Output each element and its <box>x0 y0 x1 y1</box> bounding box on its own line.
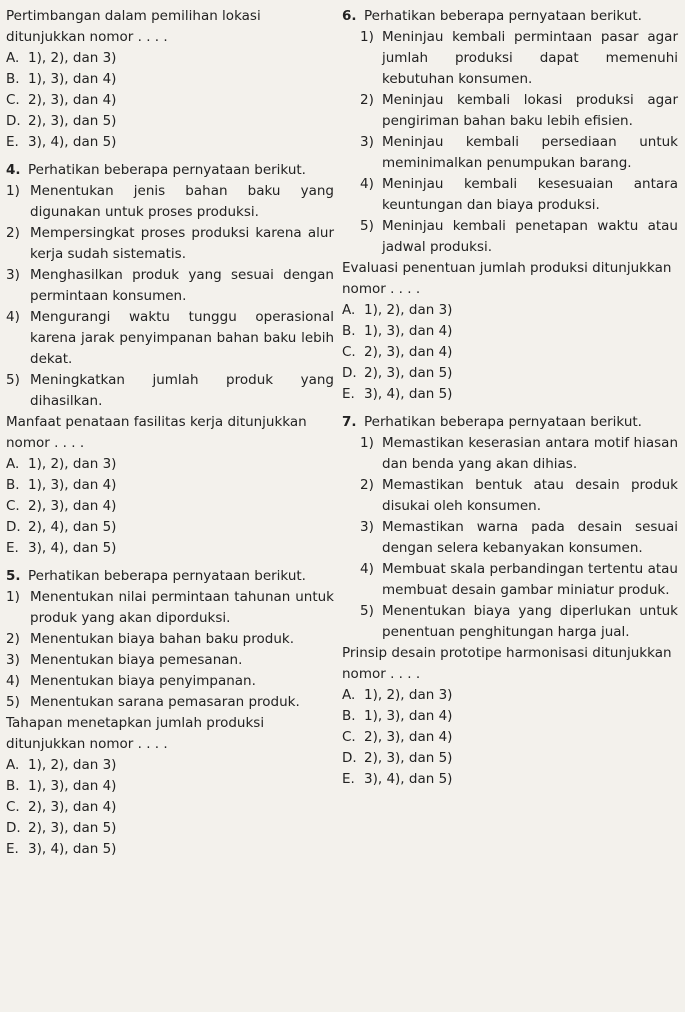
option-a[interactable]: A. 1), 2), dan 3) <box>342 687 453 703</box>
option-a[interactable]: A. 1), 2), dan 3) <box>6 456 117 472</box>
question-5-text: Tahapan menetapkan jumlah produksi ditunjukkan nomor . . . . <box>6 715 265 752</box>
statement-4: 4) Mengurangi waktu tunggu operasional karena jarak penyimpanan bahan baku lebih dekat. <box>6 309 334 367</box>
statement-3: 3) Meninjau kembali persediaan untuk meminimalkan penumpukan barang. <box>360 134 678 171</box>
option-e[interactable]: E. 3), 4), dan 5) <box>6 841 117 857</box>
question-number: 6. <box>342 8 357 24</box>
question-5 <box>6 566 334 860</box>
statement-2: 2) Mempersingkat proses produksi karena alur kerja sudah sistematis. <box>6 225 334 262</box>
statement-1: 1) Memastikan keserasian antara motif hiasan dan benda yang akan dihias. <box>360 435 678 472</box>
question-6 <box>342 6 678 405</box>
option-d[interactable]: D. 2), 3), dan 5) <box>6 113 117 129</box>
statement-4: 4) Membuat skala perbandingan tertentu atau membuat desain gambar miniatur produk. <box>360 561 678 598</box>
question-intro: Perhatikan beberapa pernyataan berikut. <box>364 414 642 430</box>
option-e[interactable]: E. 3), 4), dan 5) <box>6 134 117 150</box>
statement-2: 2) Memastikan bentuk atau desain produk disukai oleh konsumen. <box>360 477 678 514</box>
option-d[interactable]: D. 2), 3), dan 5) <box>342 750 453 766</box>
option-c[interactable]: C. 2), 3), dan 4) <box>6 92 117 108</box>
option-b[interactable]: B. 1), 3), dan 4) <box>6 778 117 794</box>
option-d[interactable]: D. 2), 3), dan 5) <box>342 365 453 381</box>
statement-5: 5) Meninjau kembali penetapan waktu atau jadwal produksi. <box>360 218 678 255</box>
question-number: 4. <box>6 162 21 178</box>
option-e[interactable]: E. 3), 4), dan 5) <box>342 771 453 787</box>
question-4-options <box>6 454 334 559</box>
option-d[interactable]: D. 2), 4), dan 5) <box>6 519 117 535</box>
statement-3: 3) Memastikan warna pada desain sesuai dengan selera kebanyakan konsumen. <box>360 519 678 556</box>
question-6-header <box>342 6 678 27</box>
statement-3: 3) Menghasilkan produk yang sesuai dengan permintaan konsumen. <box>6 267 334 304</box>
option-e[interactable]: E. 3), 4), dan 5) <box>6 540 117 556</box>
question-4-text: Manfaat penataan fasilitas kerja ditunjukkan nomor . . . . <box>6 414 307 451</box>
question-3-options <box>6 48 334 153</box>
question-7-header <box>342 412 678 433</box>
question-intro: Perhatikan beberapa pernyataan berikut. <box>28 568 306 584</box>
statement-4: 4) Menentukan biaya penyimpanan. <box>6 673 256 689</box>
statement-1: 1) Meninjau kembali permintaan pasar agar jumlah produksi dapat memenuhi kebutuhan konsumen. <box>360 29 678 87</box>
question-3-text: Pertimbangan dalam pemilihan lokasi ditunjukkan nomor . . . . <box>6 8 261 45</box>
option-c[interactable]: C. 2), 3), dan 4) <box>6 799 117 815</box>
statement-2: 2) Meninjau kembali lokasi produksi agar pengiriman bahan baku lebih efisien. <box>360 92 678 129</box>
option-b[interactable]: B. 1), 3), dan 4) <box>6 477 117 493</box>
question-5-options <box>6 755 334 860</box>
statement-1: 1) Menentukan nilai permintaan tahunan untuk produk yang akan diporduksi. <box>6 589 334 626</box>
question-4-header <box>6 160 334 181</box>
right-column <box>342 6 678 797</box>
question-6-options <box>342 300 678 405</box>
question-5-header <box>6 566 334 587</box>
option-b[interactable]: B. 1), 3), dan 4) <box>342 708 453 724</box>
option-b[interactable]: B. 1), 3), dan 4) <box>342 323 453 339</box>
question-intro: Perhatikan beberapa pernyataan berikut. <box>28 162 306 178</box>
option-e[interactable]: E. 3), 4), dan 5) <box>342 386 453 402</box>
option-d[interactable]: D. 2), 3), dan 5) <box>6 820 117 836</box>
question-intro: Perhatikan beberapa pernyataan berikut. <box>364 8 642 24</box>
question-number: 5. <box>6 568 21 584</box>
option-a[interactable]: A. 1), 2), dan 3) <box>6 757 117 773</box>
option-c[interactable]: C. 2), 3), dan 4) <box>6 498 117 514</box>
option-c[interactable]: C. 2), 3), dan 4) <box>342 344 453 360</box>
statement-5: 5) Menentukan biaya yang diperlukan untuk penentuan penghitungan harga jual. <box>360 603 678 640</box>
question-3-continuation <box>6 6 334 153</box>
option-a[interactable]: A. 1), 2), dan 3) <box>6 50 117 66</box>
question-6-text: Evaluasi penentuan jumlah produksi ditunjukkan nomor . . . . <box>342 260 672 297</box>
option-c[interactable]: C. 2), 3), dan 4) <box>342 729 453 745</box>
option-b[interactable]: B. 1), 3), dan 4) <box>6 71 117 87</box>
statement-5: 5) Menentukan sarana pemasaran produk. <box>6 694 300 710</box>
question-4 <box>6 160 334 559</box>
question-number: 7. <box>342 414 357 430</box>
statement-2: 2) Menentukan biaya bahan baku produk. <box>6 631 294 647</box>
statement-4: 4) Meninjau kembali kesesuaian antara keuntungan dan biaya produksi. <box>360 176 678 213</box>
question-7-options <box>342 685 678 790</box>
option-a[interactable]: A. 1), 2), dan 3) <box>342 302 453 318</box>
statement-5: 5) Meningkatkan jumlah produk yang dihasilkan. <box>6 372 334 409</box>
question-7-text: Prinsip desain prototipe harmonisasi ditunjukkan nomor . . . . <box>342 645 672 682</box>
statement-3: 3) Menentukan biaya pemesanan. <box>6 652 243 668</box>
question-7 <box>342 412 678 790</box>
statement-1: 1) Menentukan jenis bahan baku yang digunakan untuk proses produksi. <box>6 183 334 220</box>
left-column <box>6 6 334 867</box>
